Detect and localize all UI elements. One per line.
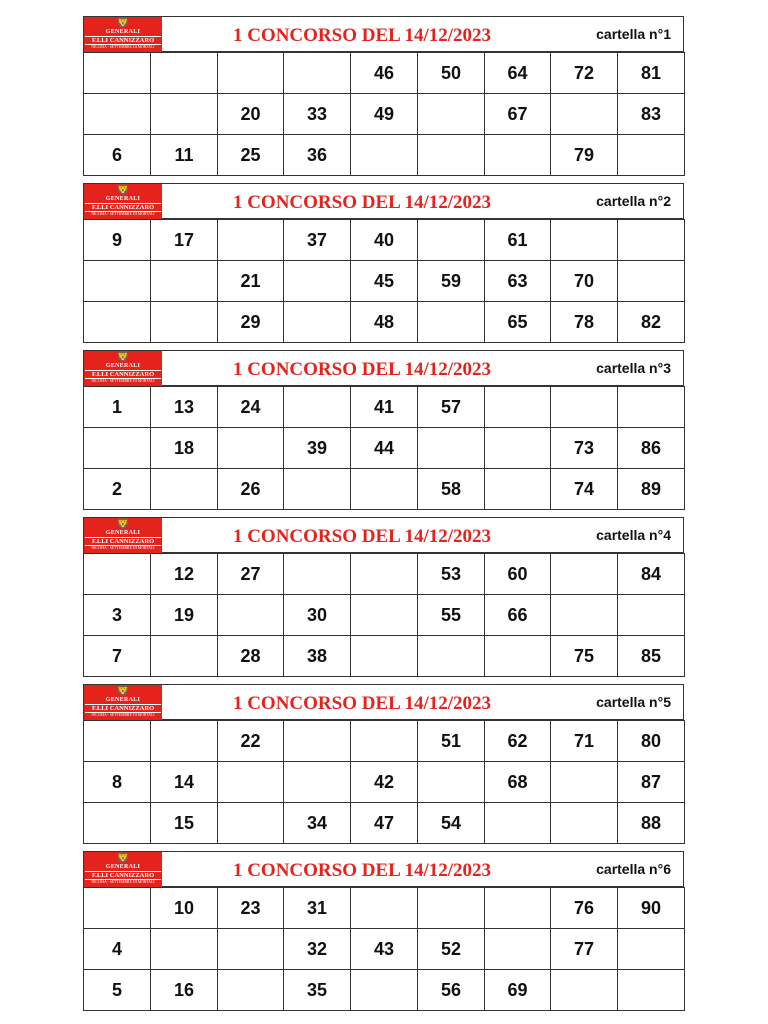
number-cell: 45 bbox=[351, 261, 418, 302]
number-cell bbox=[151, 302, 218, 343]
logo-brand-text: GENERALI bbox=[105, 697, 141, 703]
number-cell bbox=[418, 428, 485, 469]
number-cell: 15 bbox=[151, 803, 218, 844]
logo-agency-name: F.LLI CANNIZZARO bbox=[85, 537, 161, 546]
number-cell: 54 bbox=[418, 803, 485, 844]
number-cell bbox=[351, 970, 418, 1011]
number-cell bbox=[618, 595, 685, 636]
number-cell: 67 bbox=[485, 94, 551, 135]
grid-row bbox=[84, 970, 685, 1011]
number-cell: 76 bbox=[551, 888, 618, 929]
number-cell: 23 bbox=[218, 888, 284, 929]
grid-row bbox=[84, 803, 685, 844]
grid-row bbox=[84, 302, 685, 343]
number-cell: 90 bbox=[618, 888, 685, 929]
number-cell: 5 bbox=[84, 970, 151, 1011]
number-cell: 51 bbox=[418, 721, 485, 762]
number-grid bbox=[83, 553, 685, 677]
number-grid bbox=[83, 219, 685, 343]
number-cell bbox=[485, 428, 551, 469]
card-header bbox=[83, 684, 684, 720]
number-cell bbox=[418, 135, 485, 176]
logo-agency-name: F.LLI CANNIZZARO bbox=[85, 36, 161, 45]
number-cell bbox=[551, 970, 618, 1011]
generali-logo bbox=[84, 685, 162, 721]
number-cell: 79 bbox=[551, 135, 618, 176]
number-cell: 75 bbox=[551, 636, 618, 677]
number-cell bbox=[418, 302, 485, 343]
number-cell bbox=[551, 595, 618, 636]
generali-logo bbox=[84, 351, 162, 387]
generali-logo bbox=[84, 17, 162, 53]
number-cell: 82 bbox=[618, 302, 685, 343]
grid-row bbox=[84, 888, 685, 929]
number-cell bbox=[618, 135, 685, 176]
number-cell: 61 bbox=[485, 220, 551, 261]
number-cell bbox=[418, 94, 485, 135]
number-cell: 21 bbox=[218, 261, 284, 302]
cartella-card bbox=[83, 684, 684, 842]
logo-subtitle: NICOSIA - SETTEMBRE DI MORTALI bbox=[91, 880, 155, 884]
grid-row bbox=[84, 595, 685, 636]
number-cell bbox=[84, 803, 151, 844]
number-cell: 89 bbox=[618, 469, 685, 510]
logo-subtitle: NICOSIA - SETTEMBRE DI MORTALI bbox=[91, 546, 155, 550]
cartella-card bbox=[83, 183, 684, 341]
number-cell bbox=[218, 762, 284, 803]
number-cell bbox=[151, 53, 218, 94]
number-cell: 20 bbox=[218, 94, 284, 135]
number-cell bbox=[284, 53, 351, 94]
number-cell: 12 bbox=[151, 554, 218, 595]
number-cell: 57 bbox=[418, 387, 485, 428]
cartella-number: cartella n°1 bbox=[596, 26, 671, 42]
number-cell: 26 bbox=[218, 469, 284, 510]
logo-brand-text: GENERALI bbox=[105, 864, 141, 870]
number-cell: 85 bbox=[618, 636, 685, 677]
number-cell: 34 bbox=[284, 803, 351, 844]
cartella-number: cartella n°2 bbox=[596, 193, 671, 209]
number-cell: 33 bbox=[284, 94, 351, 135]
number-cell bbox=[351, 636, 418, 677]
number-cell bbox=[84, 261, 151, 302]
number-cell: 31 bbox=[284, 888, 351, 929]
logo-agency-name: F.LLI CANNIZZARO bbox=[85, 704, 161, 713]
number-cell: 2 bbox=[84, 469, 151, 510]
number-cell bbox=[485, 888, 551, 929]
number-cell: 60 bbox=[485, 554, 551, 595]
number-cell: 71 bbox=[551, 721, 618, 762]
number-cell: 36 bbox=[284, 135, 351, 176]
number-cell bbox=[485, 803, 551, 844]
generali-logo bbox=[84, 518, 162, 554]
number-cell bbox=[418, 762, 485, 803]
number-cell: 30 bbox=[284, 595, 351, 636]
generali-logo bbox=[84, 852, 162, 888]
number-cell bbox=[418, 888, 485, 929]
lion-icon: 🦁 bbox=[116, 852, 130, 864]
number-cell bbox=[151, 929, 218, 970]
number-cell bbox=[218, 428, 284, 469]
number-cell bbox=[551, 803, 618, 844]
number-cell: 69 bbox=[485, 970, 551, 1011]
logo-subtitle: NICOSIA - SETTEMBRE DI MORTALI bbox=[91, 45, 155, 49]
number-cell bbox=[284, 302, 351, 343]
number-cell bbox=[351, 888, 418, 929]
number-cell bbox=[618, 970, 685, 1011]
number-cell: 39 bbox=[284, 428, 351, 469]
number-cell bbox=[84, 888, 151, 929]
number-cell: 43 bbox=[351, 929, 418, 970]
number-cell: 29 bbox=[218, 302, 284, 343]
card-title: 1 CONCORSO DEL 14/12/2023 bbox=[232, 860, 492, 881]
number-cell: 77 bbox=[551, 929, 618, 970]
number-cell: 6 bbox=[84, 135, 151, 176]
number-grid bbox=[83, 720, 685, 844]
grid-row bbox=[84, 721, 685, 762]
number-cell: 58 bbox=[418, 469, 485, 510]
number-cell bbox=[84, 428, 151, 469]
grid-row bbox=[84, 469, 685, 510]
number-cell bbox=[418, 636, 485, 677]
number-cell: 22 bbox=[218, 721, 284, 762]
card-header bbox=[83, 183, 684, 219]
number-cell: 47 bbox=[351, 803, 418, 844]
number-cell bbox=[84, 94, 151, 135]
lion-icon: 🦁 bbox=[116, 351, 130, 363]
card-title: 1 CONCORSO DEL 14/12/2023 bbox=[232, 693, 492, 714]
number-cell bbox=[351, 135, 418, 176]
number-cell bbox=[351, 554, 418, 595]
grid-row bbox=[84, 428, 685, 469]
number-cell: 68 bbox=[485, 762, 551, 803]
number-cell bbox=[284, 762, 351, 803]
grid-row bbox=[84, 220, 685, 261]
number-cell: 17 bbox=[151, 220, 218, 261]
grid-row bbox=[84, 53, 685, 94]
number-grid bbox=[83, 386, 685, 510]
number-cell bbox=[485, 135, 551, 176]
number-cell: 25 bbox=[218, 135, 284, 176]
generali-logo bbox=[84, 184, 162, 220]
number-cell bbox=[618, 929, 685, 970]
number-cell: 70 bbox=[551, 261, 618, 302]
number-cell: 42 bbox=[351, 762, 418, 803]
cartella-number: cartella n°4 bbox=[596, 527, 671, 543]
number-cell: 84 bbox=[618, 554, 685, 595]
card-title: 1 CONCORSO DEL 14/12/2023 bbox=[232, 526, 492, 547]
number-cell: 41 bbox=[351, 387, 418, 428]
logo-brand-text: GENERALI bbox=[105, 363, 141, 369]
number-cell: 86 bbox=[618, 428, 685, 469]
number-cell: 81 bbox=[618, 53, 685, 94]
card-title: 1 CONCORSO DEL 14/12/2023 bbox=[232, 192, 492, 213]
logo-subtitle: NICOSIA - SETTEMBRE DI MORTALI bbox=[91, 713, 155, 717]
number-cell bbox=[618, 261, 685, 302]
number-cell: 3 bbox=[84, 595, 151, 636]
cartella-number: cartella n°5 bbox=[596, 694, 671, 710]
logo-brand-text: GENERALI bbox=[105, 196, 141, 202]
number-cell bbox=[151, 721, 218, 762]
number-cell: 66 bbox=[485, 595, 551, 636]
number-cell bbox=[284, 721, 351, 762]
number-cell bbox=[84, 53, 151, 94]
number-cell bbox=[284, 261, 351, 302]
number-cell: 56 bbox=[418, 970, 485, 1011]
grid-row bbox=[84, 135, 685, 176]
number-cell: 28 bbox=[218, 636, 284, 677]
number-cell bbox=[84, 554, 151, 595]
number-cell: 83 bbox=[618, 94, 685, 135]
cartella-card bbox=[83, 517, 684, 675]
number-cell: 80 bbox=[618, 721, 685, 762]
number-cell: 78 bbox=[551, 302, 618, 343]
number-cell bbox=[218, 220, 284, 261]
lion-icon: 🦁 bbox=[116, 184, 130, 196]
grid-row bbox=[84, 762, 685, 803]
number-cell: 49 bbox=[351, 94, 418, 135]
number-cell bbox=[218, 803, 284, 844]
number-cell: 88 bbox=[618, 803, 685, 844]
cartella-card bbox=[83, 851, 684, 1009]
card-title: 1 CONCORSO DEL 14/12/2023 bbox=[232, 25, 492, 46]
lion-icon: 🦁 bbox=[116, 685, 130, 697]
card-header bbox=[83, 851, 684, 887]
grid-row bbox=[84, 261, 685, 302]
grid-row bbox=[84, 387, 685, 428]
number-cell bbox=[485, 387, 551, 428]
number-cell bbox=[551, 554, 618, 595]
number-cell: 27 bbox=[218, 554, 284, 595]
number-cell: 19 bbox=[151, 595, 218, 636]
number-cell bbox=[151, 636, 218, 677]
number-cell: 53 bbox=[418, 554, 485, 595]
number-cell bbox=[551, 387, 618, 428]
number-cell bbox=[151, 94, 218, 135]
number-cell: 9 bbox=[84, 220, 151, 261]
number-cell: 48 bbox=[351, 302, 418, 343]
number-cell: 44 bbox=[351, 428, 418, 469]
number-cell bbox=[84, 721, 151, 762]
number-cell bbox=[218, 970, 284, 1011]
number-cell: 40 bbox=[351, 220, 418, 261]
number-cell bbox=[218, 929, 284, 970]
cartella-card bbox=[83, 16, 684, 174]
number-cell: 74 bbox=[551, 469, 618, 510]
number-cell bbox=[151, 261, 218, 302]
logo-agency-name: F.LLI CANNIZZARO bbox=[85, 203, 161, 212]
number-cell bbox=[351, 595, 418, 636]
number-cell bbox=[84, 302, 151, 343]
number-cell bbox=[485, 929, 551, 970]
number-cell: 62 bbox=[485, 721, 551, 762]
number-cell: 64 bbox=[485, 53, 551, 94]
number-cell bbox=[551, 220, 618, 261]
number-cell: 14 bbox=[151, 762, 218, 803]
cartella-number: cartella n°3 bbox=[596, 360, 671, 376]
grid-row bbox=[84, 636, 685, 677]
number-cell: 46 bbox=[351, 53, 418, 94]
number-cell: 87 bbox=[618, 762, 685, 803]
lion-icon: 🦁 bbox=[116, 17, 130, 29]
cartella-card bbox=[83, 350, 684, 508]
number-cell: 13 bbox=[151, 387, 218, 428]
number-cell bbox=[351, 721, 418, 762]
number-cell bbox=[551, 762, 618, 803]
logo-agency-name: F.LLI CANNIZZARO bbox=[85, 370, 161, 379]
number-cell: 38 bbox=[284, 636, 351, 677]
number-cell bbox=[618, 220, 685, 261]
number-cell: 55 bbox=[418, 595, 485, 636]
card-header bbox=[83, 16, 684, 52]
card-header bbox=[83, 350, 684, 386]
number-cell bbox=[485, 636, 551, 677]
logo-agency-name: F.LLI CANNIZZARO bbox=[85, 871, 161, 880]
number-cell: 8 bbox=[84, 762, 151, 803]
number-cell bbox=[284, 387, 351, 428]
card-title: 1 CONCORSO DEL 14/12/2023 bbox=[232, 359, 492, 380]
number-cell: 16 bbox=[151, 970, 218, 1011]
number-cell: 35 bbox=[284, 970, 351, 1011]
number-cell: 63 bbox=[485, 261, 551, 302]
grid-row bbox=[84, 94, 685, 135]
number-cell bbox=[551, 94, 618, 135]
lion-icon: 🦁 bbox=[116, 518, 130, 530]
number-cell bbox=[618, 387, 685, 428]
number-grid bbox=[83, 887, 685, 1011]
number-cell: 52 bbox=[418, 929, 485, 970]
number-cell bbox=[418, 220, 485, 261]
number-cell bbox=[284, 469, 351, 510]
number-cell: 72 bbox=[551, 53, 618, 94]
number-cell: 18 bbox=[151, 428, 218, 469]
grid-row bbox=[84, 554, 685, 595]
number-cell: 11 bbox=[151, 135, 218, 176]
number-cell: 37 bbox=[284, 220, 351, 261]
number-cell: 32 bbox=[284, 929, 351, 970]
number-cell bbox=[218, 595, 284, 636]
number-cell: 59 bbox=[418, 261, 485, 302]
number-cell: 1 bbox=[84, 387, 151, 428]
number-cell: 24 bbox=[218, 387, 284, 428]
logo-brand-text: GENERALI bbox=[105, 29, 141, 35]
number-cell: 10 bbox=[151, 888, 218, 929]
number-cell bbox=[218, 53, 284, 94]
number-cell: 7 bbox=[84, 636, 151, 677]
cartella-number: cartella n°6 bbox=[596, 861, 671, 877]
number-cell bbox=[284, 554, 351, 595]
card-header bbox=[83, 517, 684, 553]
number-cell: 65 bbox=[485, 302, 551, 343]
logo-brand-text: GENERALI bbox=[105, 530, 141, 536]
number-cell: 73 bbox=[551, 428, 618, 469]
grid-row bbox=[84, 929, 685, 970]
number-cell bbox=[151, 469, 218, 510]
number-cell: 50 bbox=[418, 53, 485, 94]
number-cell bbox=[485, 469, 551, 510]
logo-subtitle: NICOSIA - SETTEMBRE DI MORTALI bbox=[91, 212, 155, 216]
number-cell: 4 bbox=[84, 929, 151, 970]
number-grid bbox=[83, 52, 685, 176]
number-cell bbox=[351, 469, 418, 510]
logo-subtitle: NICOSIA - SETTEMBRE DI MORTALI bbox=[91, 379, 155, 383]
